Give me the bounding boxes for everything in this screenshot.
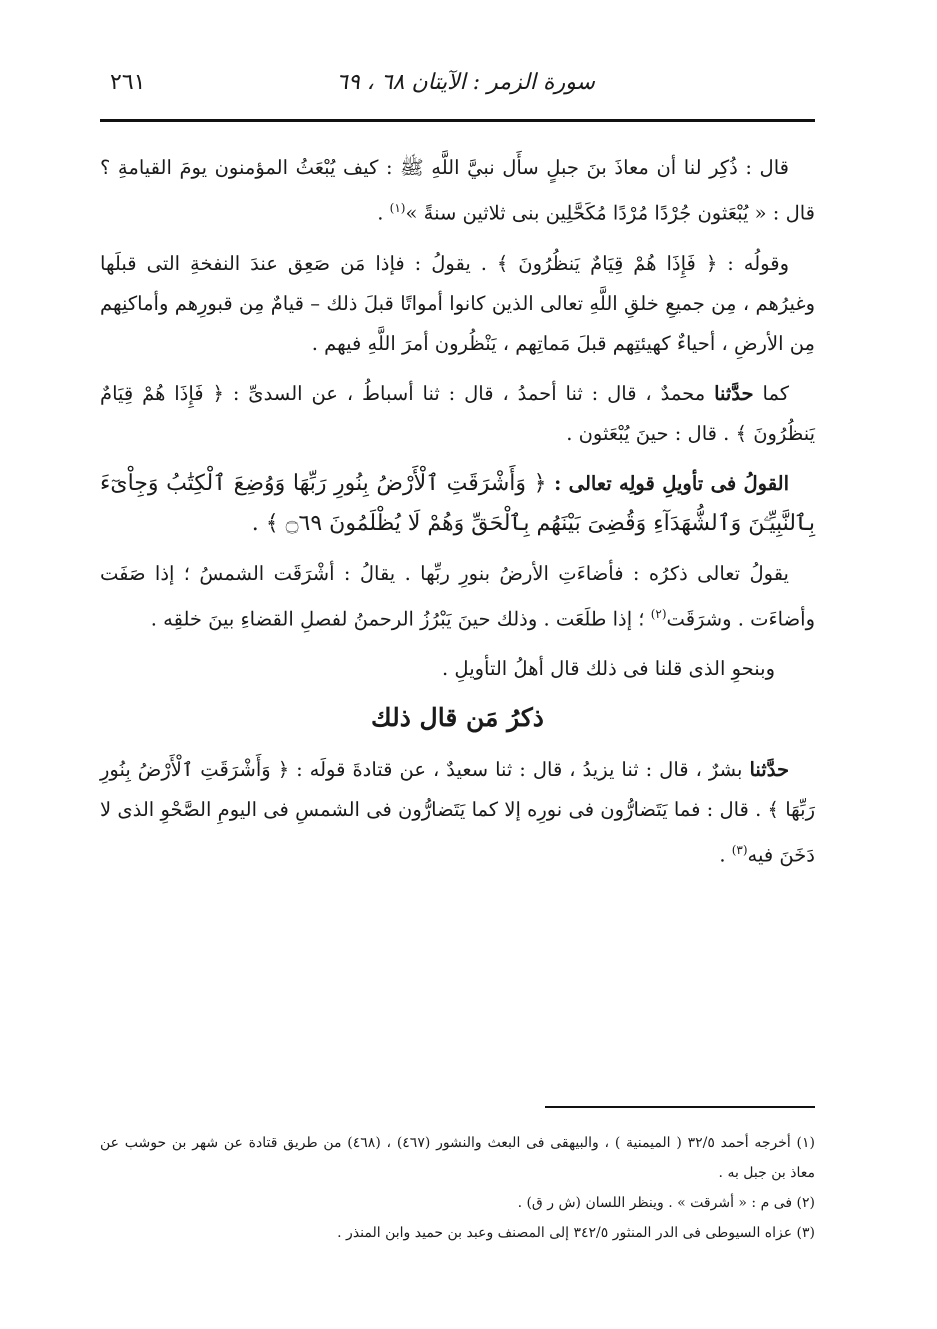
quran-verse: ﴿ وَأَشْرَقَتِ ٱلْأَرْضُ بِنُورِ رَبِّهَا وَوُضِعَ ٱلْكِتَٰبُ وَجِاْىٓءَ بِٱلنَّبِيِّـۧنَ وَٱلشُّهَدَآءِ وَقُضِىَ بَيْنَهُم بِٱلْحَقِّ وَهُمْ لَا يُظْلَمُونَ ۝٦٩ ﴾ . (100, 470, 815, 536)
footnote-2: (٢) فى م : « أشرقت » . وينظر اللسان (ش ر ق) . (517, 1195, 815, 1211)
paragraph-isnad-qatada: حدَّثنا بشرٌ ، قال : ثنا يزيدُ ، قال : ثنا سعيدٌ ، عن قتادةَ قولَه : ﴿ وَأَشْرَقَتِ ٱلْأَرْضُ بِنُورِ رَبِّهَا ﴾ . قال : فما يَتَضارُّون فى نورِه إلا كما يَتَضارُّون فى الشمسِ فى اليومِ الصَّحْوِ الذى لا دَخَنَ فيه$^{(٣)}$ . (100, 758, 815, 867)
verse-intro: القولُ فى تأويلِ قولِه تعالى : (554, 471, 789, 495)
header-rule (100, 119, 815, 122)
section-heading: ذكرُ مَن قال ذلك (371, 703, 544, 732)
running-title: سورة الزمر : الآيتان ٦٨ ، ٦٩ (336, 70, 595, 95)
paragraph-tafsir: وقولُه : ﴿ فَإِذَا هُمْ قِيَامٌ يَنظُرُونَ ﴾ . يقولُ : فإذا مَن صَعِق عندَ النفخةِ التى قبلَها وغيرُهم ، مِن جميعِ خلقِ اللَّهِ تعالى الذين كانوا أمواتًا قبلَ ذلك – قيامٌ مِن قبورِهم وأماكنِهم مِن الأرضِ ، أحياءٌ كهيئتِهم قبلَ مَماتِهم ، يَنْظُرون أمرَ اللَّهِ فيهم . (100, 251, 815, 355)
footnote-ref-2: (٢) (650, 606, 667, 621)
footnote-ref-1: (١) (389, 201, 406, 215)
footnotes (100, 1128, 815, 1248)
main-text (100, 148, 815, 886)
paragraph-hadith-muadh: قال : ذُكِر لنا أن معاذَ بنَ جبلٍ سأَل نبيَّ اللَّهِ ﷺ : كيف يُبْعَثُ المؤمنون يومَ القيامةِ ؟ قال : « يُبْعَثون جُرْدًا مُرْدًا مُكَحَّلِين بنى ثلاثين سنةً »$^{(١)}$ . (100, 156, 815, 225)
paragraph-isnad-suddi: كما حدَّثنا محمدٌ ، قال : ثنا أحمدُ ، قال : ثنا أسباطُ ، عن السدىِّ : ﴿ فَإِذَا هُمْ قِيَامٌ يَنظُرُونَ ﴾ . قال : حينَ يُبْعَثون . (100, 381, 815, 445)
paragraph-explanation: يقولُ تعالى ذكرُه : فأضاءَتِ الأرضُ بنورِ ربِّها . يقالُ : أشْرَقَت الشمسُ ؛ إذا صَفَت وأضاءَت . وشرَقَت$^{(٢)}$ ؛ إذا طلَعَت . وذلك حينَ يَبْرُزُ الرحمنُ لفصلِ القضاءِ بينَ خلقِه . (100, 561, 815, 630)
footnote-1: (١) أخرجه أحمد ٣٢/٥ ( الميمنية ) ، والبيهقى فى البعث والنشور (٤٦٧) ، (٤٦٨) من طريق قتادة عن شهر بن حوشب عن معاذ بن جبل به . (100, 1135, 816, 1181)
paragraph-verse-69 (100, 464, 815, 544)
page-header (100, 60, 815, 110)
paragraph-ahl-tawil: وبنحوِ الذى قلنا فى ذلك قال أهلُ التأويلِ . (442, 657, 775, 680)
footnote-3: (٣) عزاه السيوطى فى الدر المنثور ٣٤٢/٥ إلى المصنف وعبد بن حميد وابن المنذر . (337, 1225, 815, 1241)
page-number: ٢٦١ (110, 70, 146, 95)
footnote-ref-3: (٣) (731, 843, 748, 857)
footnote-rule (545, 1106, 815, 1108)
